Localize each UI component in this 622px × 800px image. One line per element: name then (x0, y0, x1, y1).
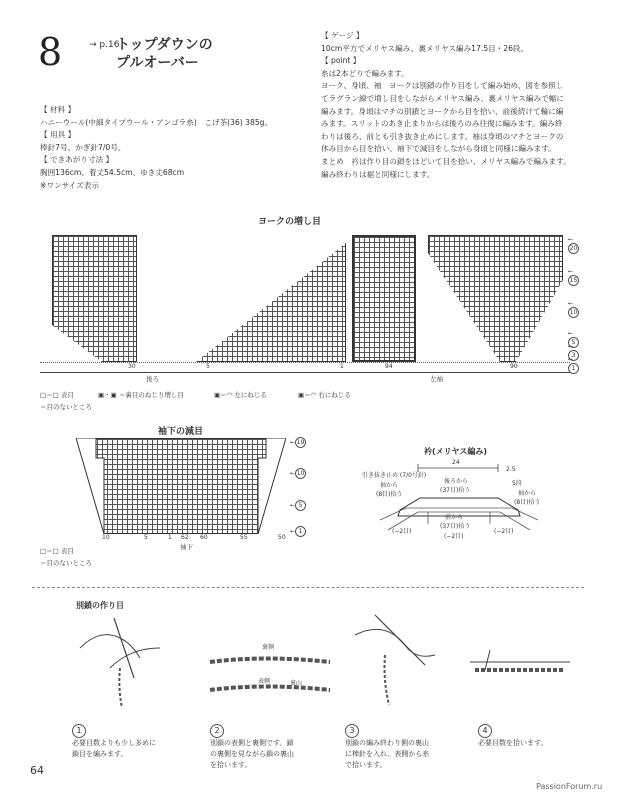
yoke-label-sleeve: 左袖 (430, 375, 443, 383)
sleeve-count-55: 55 (240, 534, 248, 541)
materials-text: ハニーウール(中細タイプウール・アンゴラ糸) こげ茶(36) 385g。 (40, 117, 273, 127)
yoke-row-15: ←15 (568, 268, 578, 284)
size-text: 胸囲136cm、着丈54.5cm、ゆき丈68cm (40, 167, 185, 177)
gauge-heading: 【 ゲージ 】 (321, 31, 364, 40)
twist-symbol-icon: ▣・▣ (98, 391, 117, 399)
materials-block (40, 104, 320, 192)
point-line: 編み終わりは裾と同様にします。 (321, 169, 435, 179)
sleeve-count-50: 50 (278, 534, 286, 541)
legend-twist-increase-label: ＝裏目のねじり増し目 (118, 391, 184, 399)
collar-back-pick: 後ろから (444, 478, 469, 485)
pattern-number: 8 (38, 30, 63, 74)
sleeve-chart (72, 438, 312, 541)
point-line: 編みます。身頃はマチの別鎖とヨークから目を拾い、前後続けて輪に編 (321, 106, 564, 116)
sleeve-count-1: 1 (168, 534, 172, 541)
yoke-row-5: ←5 (568, 330, 580, 348)
step-2-number: 2 (210, 724, 224, 738)
step2-illustration (205, 650, 340, 700)
point-line: わりは後ろ、前とも引き抜き止めにします。袖は身頃のマチとヨークの (321, 131, 564, 141)
step-1 (72, 718, 162, 760)
step-1-text: 必要目数よりも少し多めに鎖目を編みます。 (72, 739, 156, 758)
step-2-text: 別鎖の表側と裏側です。鎖の裏側を見ながら鎖の裏山を拾います。 (210, 739, 294, 769)
yoke-label-back: 後ろ (146, 375, 159, 383)
yoke-chart (40, 230, 580, 370)
sleeve-row-10: ← 10 (290, 470, 305, 477)
collar-front-pick: 前から (445, 514, 464, 521)
right-twist-icon: ▣＝◠ (298, 391, 317, 399)
step-4 (478, 718, 568, 749)
collar-rows: 5段 (512, 480, 522, 487)
title-line-1: トップダウンの (116, 37, 213, 53)
size-note: ※ワンサイズ表示 (40, 180, 99, 190)
point-line: 休み目から目を拾い、袖下で減目をしながら身頃と同様に編みます。 (321, 144, 556, 154)
step-2 (210, 718, 300, 771)
front-side-label: 表側 (258, 678, 271, 685)
step-4-text: 必要目数を拾います。 (478, 739, 548, 747)
yoke-chart-title: ヨークの増し目 (258, 217, 322, 227)
sleeve-legend-empty: ＝目のないところ (40, 559, 92, 567)
yoke-row-20: ←20 (568, 236, 578, 252)
left-twist-icon: ▣＝◠ (214, 391, 233, 399)
step4-illustration (465, 640, 575, 690)
yoke-axis-line (40, 372, 570, 373)
sleeve-chart-title: 袖下の減目 (158, 427, 204, 437)
gauge-text: 10cm平方でメリヤス編み、裏メリヤス編み17.5目・26段。 (321, 43, 529, 53)
collar-height: 2.5 (506, 466, 516, 473)
point-heading: 【 point 】 (321, 56, 361, 66)
step-4-number: 4 (478, 724, 492, 738)
yoke-grid-center (352, 235, 416, 362)
yoke-sleeve-wedge (428, 235, 563, 362)
size-heading: 【 できあがり寸法 】 (40, 155, 114, 165)
collar-dec-center: (−2目) (444, 533, 464, 540)
step-3 (345, 718, 435, 771)
step-3-text: 別鎖の編み終わり側の裏山に棒針を入れ、表側から糸で拾います。 (345, 739, 430, 769)
instructions-block (321, 30, 581, 181)
legend-left-twist (214, 390, 267, 399)
point-line: 糸は2本どりで編みます。 (321, 68, 409, 78)
step1-illustration (70, 608, 170, 712)
collar-sleeve-pick-left: 袖から (380, 482, 399, 489)
legend-knit: □＝□ 表目 (40, 391, 74, 399)
legend-empty: ＝目のないところ (40, 403, 92, 411)
sleeve-wedges (76, 438, 286, 534)
collar-back-count: (37目)拾う (440, 487, 471, 494)
yoke-count-90: 90 (510, 363, 518, 370)
legend-twist-increase (98, 390, 184, 399)
sleeve-row-5: ← 5 (290, 500, 306, 511)
chain-section-title: 別鎖の作り目 (76, 601, 124, 610)
back-side-label: 裏側 (262, 644, 275, 651)
collar-front-count: (37目)拾う (440, 523, 471, 530)
collar-sleeve-count-right: (8目)拾う (514, 499, 541, 506)
step-3-number: 3 (345, 724, 359, 738)
yoke-count-5: 5 (206, 363, 210, 370)
sleeve-row-19: ← 19 (290, 439, 305, 446)
tools-heading: 【 用具 】 (40, 130, 76, 140)
point-line: てラグラン線で増し目をしながらメリヤス編み、裏メリヤス編みで幅に (321, 93, 564, 103)
legend-left-twist-label: 左にねじる (234, 391, 267, 399)
sleeve-legend-knit: □＝□ 表目 (40, 547, 74, 555)
point-line: みます。スリットのあき止まりからは後ろのみ往復に編みます。編み終 (321, 119, 563, 129)
materials-heading: 【 材料 】 (40, 105, 76, 114)
collar-title: 衿(メリヤス編み) (424, 447, 487, 456)
tools-text: 棒針7号、かぎ針7/0号。 (40, 142, 126, 152)
section-divider (32, 587, 584, 588)
yoke-row-1: ←1 (568, 356, 580, 374)
page-number: 64 (30, 764, 44, 777)
yoke-count-1: 1 (340, 363, 344, 370)
yoke-row-3: ←3 (568, 343, 580, 361)
sleeve-count-60: 60 (200, 534, 208, 541)
step-1-number: 1 (72, 724, 86, 738)
sleeve-count-5: 5 (144, 534, 148, 541)
legend-right-twist-label: 右にねじる (318, 391, 351, 399)
collar-width: 24 (452, 459, 460, 466)
legend-right-twist (298, 390, 351, 399)
yoke-back-wedge (156, 235, 346, 362)
collar-dec-left: (−2目) (392, 528, 412, 535)
step3-illustration (345, 605, 455, 710)
point-line: まとめ 衿は作り目の鎖をほどいて目を拾い、メリヤス編みで編みます。 (321, 156, 571, 166)
point-line: ヨーク、身頃、袖 ヨークは別鎖の作り目をして編み始め、図を参照し (321, 81, 564, 91)
sleeve-row-1: ← 1 (290, 526, 306, 537)
back-ridge-label: 裏山 (290, 680, 303, 687)
sleeve-center-label: 袖下 (180, 543, 193, 551)
yoke-count-30: 30 (128, 363, 136, 370)
title-line-2: プルオーバー (116, 55, 199, 71)
collar-dec-right: (−2目) (494, 528, 514, 535)
collar-sleeve-pick-right: 袖から (518, 490, 537, 497)
page-reference: → p.16 (89, 40, 120, 50)
site-watermark: PassionForum.ru (536, 782, 603, 791)
yoke-left-wedge (52, 235, 137, 362)
pattern-title (116, 36, 266, 72)
sleeve-count-10: 10 (102, 534, 110, 541)
yoke-baseline (40, 362, 570, 363)
yoke-count-94: 94 (385, 363, 393, 370)
yoke-row-10: ←10 (568, 300, 578, 316)
collar-bindoff: 引き抜き止め (7/0号針) (362, 472, 427, 479)
sleeve-count-62: 62 (181, 534, 189, 541)
collar-sleeve-count-left: (8目)拾う (376, 491, 403, 498)
